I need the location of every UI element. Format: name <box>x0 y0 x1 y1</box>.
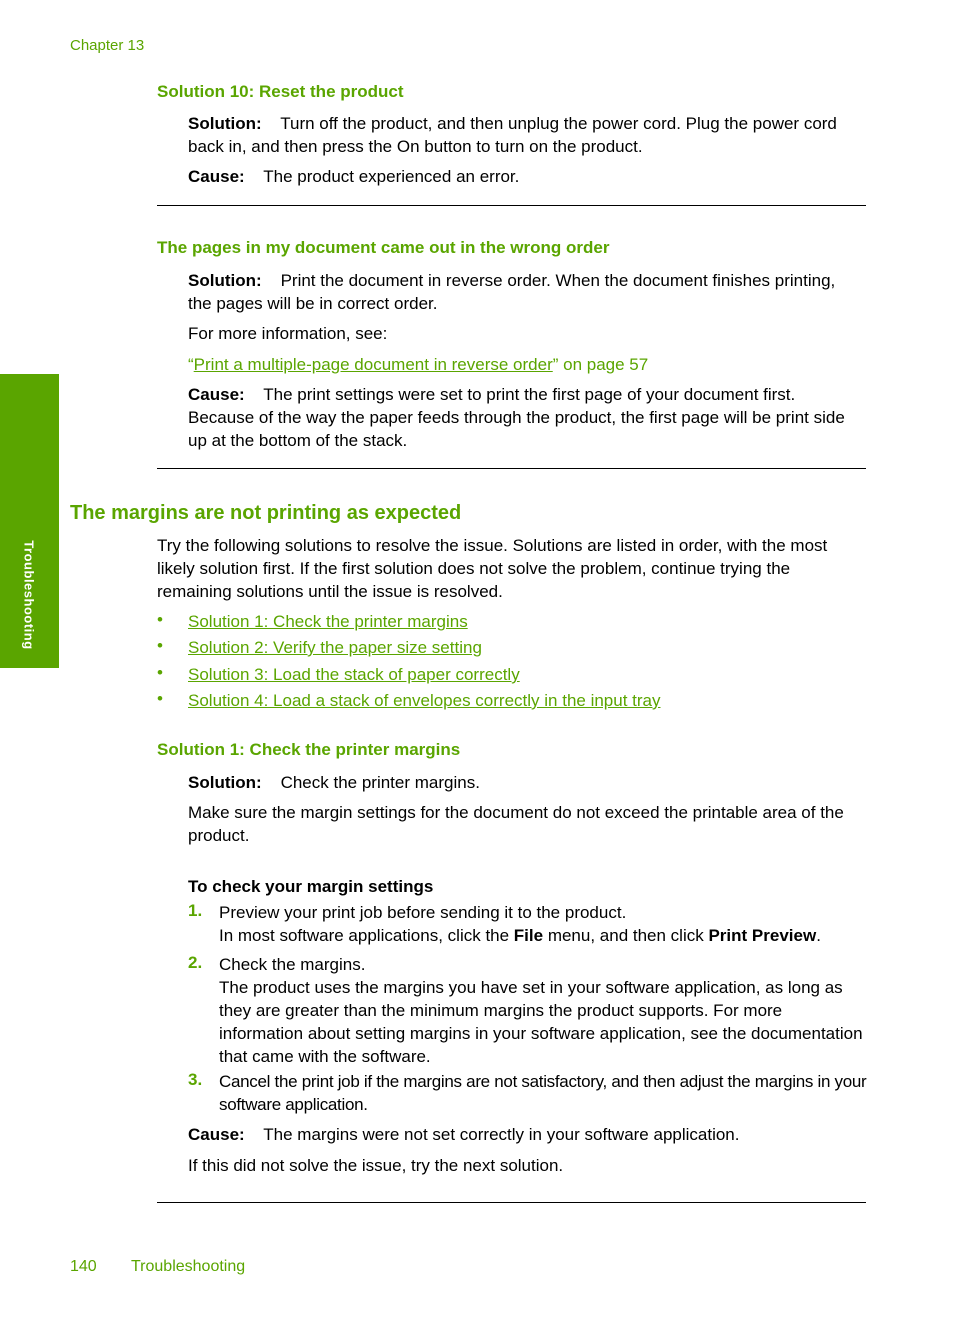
step-detail: The product uses the margins you have set in your software application, as long as they are greater than the minimum margins the product supports. For more information about setting margins in your software application, see the documentation that came with the software. <box>219 978 863 1066</box>
side-tab-label: Troubleshooting <box>21 540 37 650</box>
reverse-order-link[interactable]: Print a multiple-page document in reverse order <box>193 355 553 374</box>
wrong-order-heading: The pages in my document came out in the wrong order <box>157 238 610 257</box>
divider <box>157 1202 866 1203</box>
step-detail: In most software applications, click the File menu, and then click Print Preview. <box>219 926 821 945</box>
make-sure-text: Make sure the margin settings for the document do not exceed the printable area of the product. <box>188 803 844 845</box>
reverse-order-link-line <box>188 353 648 376</box>
solution-label: Solution: <box>188 773 262 792</box>
solution1-heading: Solution 1: Check the printer margins <box>157 740 461 759</box>
cause-label: Cause: <box>188 1125 245 1144</box>
procedure-title: To check your margin settings <box>188 877 434 896</box>
solution-label: Solution: <box>188 114 262 133</box>
divider <box>157 468 866 469</box>
solution2-link[interactable]: Solution 2: Verify the paper size setting <box>188 638 482 657</box>
bullet: • <box>157 636 163 655</box>
bullet: • <box>157 689 163 708</box>
step-text: Check the margins. <box>219 955 366 974</box>
solution1-cause <box>188 1123 858 1146</box>
solution3-link[interactable]: Solution 3: Load the stack of paper correctly <box>188 665 520 684</box>
bullet: • <box>157 610 163 629</box>
step-text: Preview your print job before sending it to the product. <box>219 903 627 922</box>
solution1-link[interactable]: Solution 1: Check the printer margins <box>188 612 468 631</box>
wrong-order-solution <box>188 269 858 315</box>
margins-heading: The margins are not printing as expected <box>70 502 462 524</box>
solution-text: Print the document in reverse order. When the document finishes printing, the pages will be in correct order. <box>188 271 836 313</box>
cause-text: The product experienced an error. <box>263 167 520 186</box>
bullet: • <box>157 663 163 682</box>
solution10-solution <box>188 112 858 158</box>
wrong-order-cause <box>188 383 863 452</box>
cause-label: Cause: <box>188 385 245 404</box>
step-number: 2. <box>188 953 203 972</box>
solution-text: Check the printer margins. <box>280 773 480 792</box>
link-suffix: ” on page 57 <box>552 355 649 374</box>
solution-label: Solution: <box>188 271 262 290</box>
solution4-link[interactable]: Solution 4: Load a stack of envelopes correctly in the input tray <box>188 691 661 710</box>
step-1 <box>219 901 869 947</box>
next-solution-text: If this did not solve the issue, try the next solution. <box>188 1156 564 1175</box>
open-quote: “ <box>188 355 194 374</box>
divider <box>157 205 866 206</box>
solution10-cause <box>188 165 858 188</box>
step-number: 1. <box>188 901 203 920</box>
solution10-heading: Solution 10: Reset the product <box>157 82 404 101</box>
solution1-solution <box>188 771 858 794</box>
cause-text: The margins were not set correctly in your software application. <box>263 1125 740 1144</box>
margins-intro: Try the following solutions to resolve the issue. Solutions are listed in order, with the most likely solution first. If the first solution does not solve the problem, continue trying the remaining solutions until the issue is resolved. <box>157 536 828 601</box>
cause-text: The print settings were set to print the first page of your document first. Because of the way the paper feeds through the product, the first page will be print side up at the bottom of the stack. <box>188 385 845 450</box>
page-number: 140 <box>70 1258 97 1275</box>
more-info-text: For more information, see: <box>188 324 388 343</box>
step-3 <box>219 1070 869 1116</box>
step-2 <box>219 953 869 1068</box>
step-text: Cancel the print job if the margins are not satisfactory, and then adjust the margins in your software application. <box>219 1072 867 1114</box>
cause-label: Cause: <box>188 167 245 186</box>
step-number: 3. <box>188 1070 203 1089</box>
chapter-label: Chapter 13 <box>70 37 145 54</box>
footer-section: Troubleshooting <box>131 1258 246 1275</box>
solution-text: Turn off the product, and then unplug the power cord. Plug the power cord back in, and then press the On button to turn on the product. <box>188 114 837 156</box>
